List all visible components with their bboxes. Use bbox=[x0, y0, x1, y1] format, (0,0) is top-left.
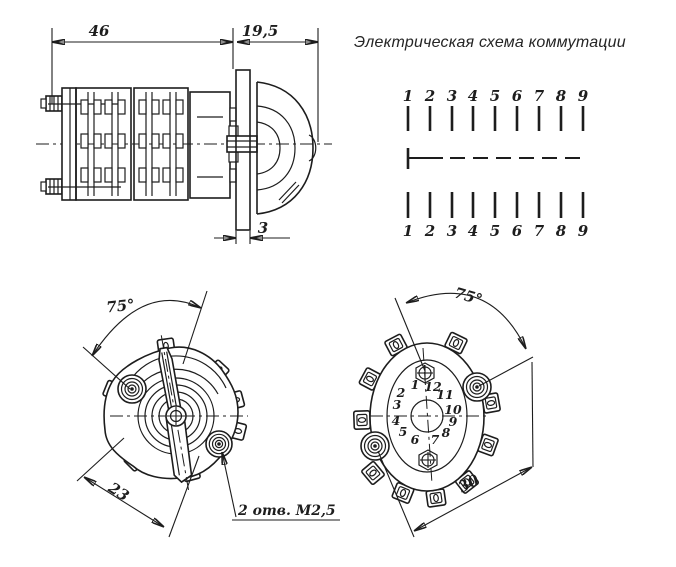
dim-hole-distance-label: 23 bbox=[105, 478, 133, 506]
side-view-drawing bbox=[0, 0, 340, 270]
hex-screw-bottom bbox=[419, 450, 437, 470]
mounting-screw-lower-left bbox=[361, 432, 389, 460]
contact-label: 2 bbox=[424, 87, 436, 105]
contact-label: 2 bbox=[424, 222, 436, 240]
contact-label: 3 bbox=[446, 222, 458, 240]
contact-label: 4 bbox=[467, 222, 479, 240]
dim-knob-depth-label: 19,5 bbox=[241, 22, 279, 40]
shaft-hub bbox=[166, 406, 186, 426]
contact-label: 5 bbox=[398, 424, 408, 439]
mounting-screw-lower-right bbox=[206, 431, 232, 457]
contact-label: 11 bbox=[436, 387, 454, 402]
schema-title: Электрическая схема коммутации bbox=[354, 34, 626, 51]
schema-rotor-line bbox=[408, 148, 588, 169]
contact-label: 3 bbox=[446, 87, 458, 105]
contact-label: 4 bbox=[391, 413, 401, 428]
contact-label: 7 bbox=[533, 87, 545, 105]
contact-label: 2 bbox=[396, 385, 406, 400]
front-view-drawing bbox=[0, 270, 340, 567]
contact-label: 10 bbox=[444, 402, 462, 417]
contact-label: 5 bbox=[489, 222, 501, 240]
commutation-schema bbox=[340, 0, 676, 260]
contact-label: 6 bbox=[511, 222, 523, 240]
contact-label: 7 bbox=[533, 222, 545, 240]
contact-label: 9 bbox=[577, 222, 589, 240]
contact-label: 8 bbox=[555, 87, 567, 105]
holes-note-label: 2 отв. М2,5 bbox=[238, 503, 336, 519]
contact-label: 6 bbox=[511, 87, 523, 105]
contact-label: 1 bbox=[402, 222, 414, 240]
contact-label: 8 bbox=[555, 222, 567, 240]
contact-label: 6 bbox=[410, 432, 420, 447]
contact-label: 5 bbox=[489, 87, 501, 105]
contact-label: 3 bbox=[392, 397, 402, 412]
rear-view-drawing bbox=[340, 270, 676, 567]
dim-flange-thickness-label: 3 bbox=[257, 219, 269, 237]
contact-label: 8 bbox=[441, 425, 451, 440]
contact-label: 1 bbox=[402, 87, 414, 105]
dim-length-label: 46 bbox=[88, 22, 110, 40]
dim-hole-distance-label: 30 bbox=[455, 470, 483, 497]
knob-dome bbox=[257, 82, 316, 214]
contact-label: 1 bbox=[410, 377, 420, 392]
dim-angle-label: 75° bbox=[105, 295, 136, 317]
side-view-dimensions bbox=[52, 22, 318, 244]
contact-label: 7 bbox=[430, 432, 440, 447]
contact-label: 9 bbox=[448, 414, 458, 429]
contact-label: 12 bbox=[424, 379, 442, 394]
contact-label: 4 bbox=[467, 87, 479, 105]
mounting-screw-upper-right bbox=[463, 373, 491, 401]
schema-top-row bbox=[403, 87, 589, 131]
schema-bottom-row bbox=[403, 192, 589, 240]
dim-angle-label: 75° bbox=[452, 283, 485, 309]
contact-label: 9 bbox=[577, 87, 589, 105]
